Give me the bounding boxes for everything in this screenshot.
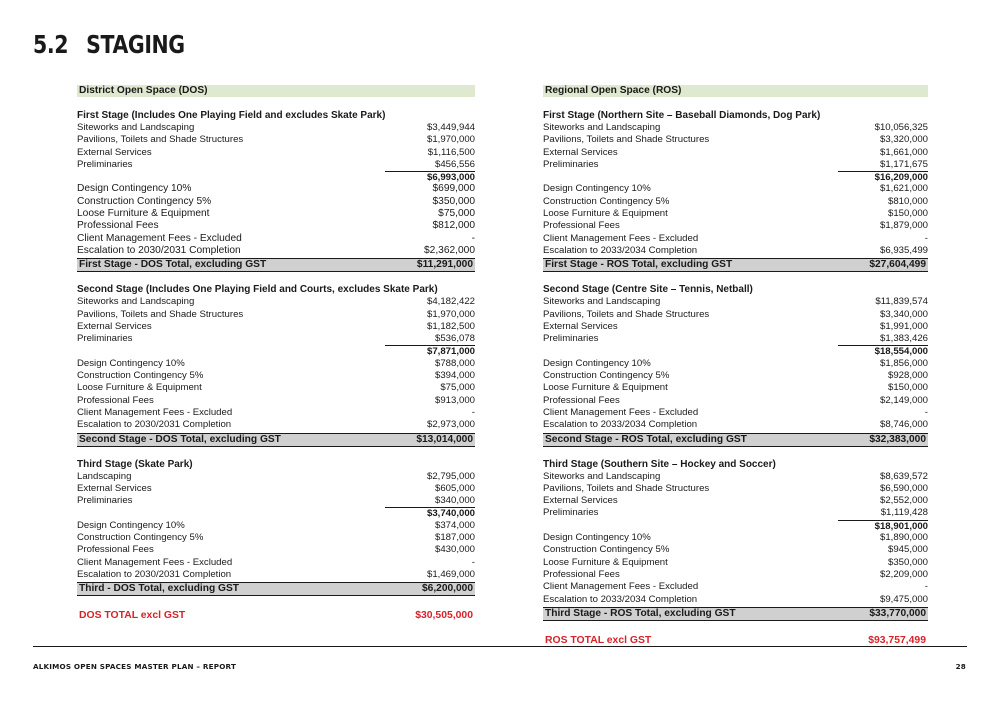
grand-total-label: ROS TOTAL excl GST xyxy=(545,634,652,646)
cost-row xyxy=(543,309,928,321)
stage-total-row xyxy=(543,258,928,272)
section-number: 5.2 xyxy=(33,30,69,59)
cost-row xyxy=(543,507,928,519)
fee-row xyxy=(77,544,475,556)
fee-row xyxy=(543,370,928,382)
cost-row xyxy=(543,321,928,333)
cost-value: $1,991,000 xyxy=(879,320,928,332)
fee-row xyxy=(77,569,475,581)
cost-label: Preliminaries xyxy=(543,507,599,519)
footer-page-number: 28 xyxy=(955,662,966,671)
fee-label: Construction Contingency 5% xyxy=(77,195,212,207)
cost-value: $2,795,000 xyxy=(426,470,475,482)
fee-label: Loose Furniture & Equipment xyxy=(543,556,668,568)
dos-cost-table xyxy=(77,85,475,621)
fee-label: Design Contingency 10% xyxy=(543,357,651,369)
section-title: STAGING xyxy=(86,30,185,59)
fee-value: $75,000 xyxy=(438,208,475,220)
fee-label: Professional Fees xyxy=(77,220,159,232)
ros-grand-total xyxy=(543,635,928,646)
cost-row xyxy=(77,321,475,333)
cost-label: Preliminaries xyxy=(543,158,599,170)
cost-row xyxy=(543,471,928,483)
fee-label: Client Management Fees - Excluded xyxy=(543,406,699,418)
fee-row xyxy=(77,557,475,569)
fee-row xyxy=(543,407,928,419)
cost-value: $1,970,000 xyxy=(426,308,475,320)
stage-title: Second Stage (Includes One Playing Field and Courts, excludes Skate Park) xyxy=(77,284,438,296)
stage-total-value: $27,604,499 xyxy=(869,259,926,271)
fee-value: $9,475,000 xyxy=(879,593,928,605)
fee-label: Professional Fees xyxy=(77,394,154,406)
fee-value: $187,000 xyxy=(434,532,475,544)
cost-row xyxy=(77,471,475,483)
fee-row xyxy=(77,370,475,382)
fee-value: $374,000 xyxy=(434,519,475,531)
stage-total-row xyxy=(543,607,928,621)
subtotal-value: $6,993,000 xyxy=(385,171,475,183)
fee-row xyxy=(543,581,928,593)
cost-label: Pavilions, Toilets and Shade Structures xyxy=(543,482,710,494)
fee-row xyxy=(543,569,928,581)
cost-value: $536,078 xyxy=(434,333,475,345)
fee-row xyxy=(543,208,928,220)
cost-value: $1,182,500 xyxy=(426,320,475,332)
fee-label: Escalation to 2033/2034 Completion xyxy=(543,419,698,431)
grand-total-label: DOS TOTAL excl GST xyxy=(79,610,186,622)
fee-row xyxy=(543,382,928,394)
fee-label: Design Contingency 10% xyxy=(77,519,185,531)
subtotal-row xyxy=(77,345,475,357)
cost-label: External Services xyxy=(77,482,152,494)
cost-row xyxy=(77,309,475,321)
cost-value: $2,552,000 xyxy=(879,495,928,507)
fee-value: $1,469,000 xyxy=(426,568,475,580)
fee-label: Professional Fees xyxy=(77,544,154,556)
stage-total-label: First Stage - DOS Total, excluding GST xyxy=(79,259,267,271)
fee-row xyxy=(77,220,475,232)
cost-label: External Services xyxy=(543,495,618,507)
stage-title: Third Stage (Skate Park) xyxy=(77,458,193,470)
cost-label: Preliminaries xyxy=(77,495,133,507)
fee-value: $1,856,000 xyxy=(879,357,928,369)
fee-label: Escalation to 2030/2031 Completion xyxy=(77,419,232,431)
fee-value: $1,621,000 xyxy=(879,183,928,195)
fee-row xyxy=(77,407,475,419)
footer-divider xyxy=(33,646,967,647)
fee-row xyxy=(77,532,475,544)
fee-label: Construction Contingency 5% xyxy=(543,370,670,382)
fee-label: Professional Fees xyxy=(543,220,620,232)
fee-row xyxy=(543,233,928,245)
fee-value: $945,000 xyxy=(887,544,928,556)
fee-label: Construction Contingency 5% xyxy=(543,195,670,207)
ros-band-title: Regional Open Space (ROS) xyxy=(543,85,928,97)
stage-total-value: $13,014,000 xyxy=(416,433,473,445)
stage-title: First Stage (Northern Site – Baseball Diamonds, Dog Park) xyxy=(543,110,821,121)
cost-value: $1,171,675 xyxy=(879,158,928,170)
spacer xyxy=(543,272,928,284)
fee-row xyxy=(77,245,475,257)
fee-row xyxy=(543,196,928,208)
fee-row xyxy=(77,208,475,220)
stage-total-value: $11,291,000 xyxy=(416,259,473,271)
fee-label: Escalation to 2030/2031 Completion xyxy=(77,568,232,580)
fee-value: $1,879,000 xyxy=(879,220,928,232)
cost-row xyxy=(543,483,928,495)
stage-total-row xyxy=(77,258,475,272)
fee-row xyxy=(543,557,928,569)
fee-label: Loose Furniture & Equipment xyxy=(543,382,668,394)
fee-row xyxy=(77,196,475,208)
grand-total-value: $30,505,000 xyxy=(415,610,473,622)
fee-row xyxy=(543,358,928,370)
fee-row xyxy=(543,395,928,407)
fee-row xyxy=(543,220,928,232)
cost-label: External Services xyxy=(543,146,618,158)
cost-row xyxy=(77,122,475,134)
cost-row xyxy=(77,134,475,146)
dos-grand-total xyxy=(77,610,475,621)
fee-value: $1,890,000 xyxy=(879,532,928,544)
fee-row xyxy=(77,233,475,245)
fee-value: $150,000 xyxy=(887,382,928,394)
spacer xyxy=(77,447,475,459)
fee-label: Construction Contingency 5% xyxy=(77,370,204,382)
stage-total-value: $33,770,000 xyxy=(869,607,926,619)
stage-total-row xyxy=(77,582,475,596)
fee-row xyxy=(77,395,475,407)
fee-label: Client Management Fees - Excluded xyxy=(543,232,699,244)
subtotal-value: $18,554,000 xyxy=(838,345,928,357)
cost-label: External Services xyxy=(77,320,152,332)
fee-row xyxy=(543,532,928,544)
stage-title: Second Stage (Centre Site – Tennis, Netball) xyxy=(543,284,753,296)
fee-label: Loose Furniture & Equipment xyxy=(77,208,210,220)
cost-row xyxy=(77,296,475,308)
fee-value: $150,000 xyxy=(887,208,928,220)
fee-value: $812,000 xyxy=(432,220,475,232)
stage-total-row xyxy=(543,433,928,447)
stage-title: Third Stage (Southern Site – Hockey and Soccer) xyxy=(543,458,776,470)
fee-label: Construction Contingency 5% xyxy=(77,532,204,544)
spacer xyxy=(543,447,928,459)
fee-value: $788,000 xyxy=(434,357,475,369)
fee-row xyxy=(77,183,475,195)
fee-row xyxy=(543,245,928,257)
fee-value: $928,000 xyxy=(887,370,928,382)
fee-label: Loose Furniture & Equipment xyxy=(77,382,202,394)
cost-label: Siteworks and Landscaping xyxy=(77,122,195,133)
fee-value: $394,000 xyxy=(434,370,475,382)
cost-value: $1,116,500 xyxy=(427,146,475,158)
cost-row xyxy=(77,159,475,171)
stage-total-label: First Stage - ROS Total, excluding GST xyxy=(545,259,733,271)
subtotal-value: $16,209,000 xyxy=(838,171,928,183)
fee-value: $913,000 xyxy=(434,394,475,406)
stage-total-value: $6,200,000 xyxy=(422,583,473,595)
fee-value: $8,746,000 xyxy=(879,419,928,431)
fee-value: - xyxy=(471,406,475,418)
fee-value: $2,209,000 xyxy=(879,568,928,580)
subtotal-row xyxy=(543,171,928,183)
cost-label: Pavilions, Toilets and Shade Structures xyxy=(77,308,244,320)
footer-report-title: ALKIMOS OPEN SPACES MASTER PLAN – REPORT xyxy=(33,662,237,671)
fee-row xyxy=(543,419,928,431)
fee-row xyxy=(77,358,475,370)
cost-value: $3,449,944 xyxy=(426,122,475,133)
fee-value: $699,000 xyxy=(432,183,475,195)
cost-value: $1,383,426 xyxy=(879,333,928,345)
fee-value: $6,935,499 xyxy=(879,244,928,256)
cost-label: Pavilions, Toilets and Shade Structures xyxy=(77,134,244,146)
cost-value: $456,556 xyxy=(434,158,475,170)
fee-value: - xyxy=(471,556,475,568)
subtotal-value: $3,740,000 xyxy=(385,507,475,519)
fee-label: Escalation to 2030/2031 Completion xyxy=(77,244,241,256)
cost-value: $11,839,574 xyxy=(875,296,928,308)
cost-value: $340,000 xyxy=(434,495,475,507)
dos-band-title: District Open Space (DOS) xyxy=(77,85,475,97)
fee-value: - xyxy=(924,406,928,418)
fee-value: - xyxy=(471,232,475,244)
cost-value: $10,056,325 xyxy=(874,122,928,133)
cost-value: $605,000 xyxy=(434,482,475,494)
fee-value: $2,362,000 xyxy=(424,244,475,256)
cost-row xyxy=(543,122,928,134)
cost-label: Landscaping xyxy=(77,470,132,482)
cost-label: Preliminaries xyxy=(543,333,599,345)
cost-row xyxy=(543,333,928,345)
cost-label: Preliminaries xyxy=(77,333,133,345)
stage-total-label: Second Stage - DOS Total, excluding GST xyxy=(79,433,281,445)
cost-label: Pavilions, Toilets and Shade Structures xyxy=(543,134,710,146)
fee-label: Client Management Fees - Excluded xyxy=(543,581,699,593)
fee-value: $2,973,000 xyxy=(426,419,475,431)
cost-label: Siteworks and Landscaping xyxy=(543,470,661,482)
fee-value: - xyxy=(924,581,928,593)
cost-label: Siteworks and Landscaping xyxy=(543,122,661,133)
fee-row xyxy=(543,594,928,606)
fee-row xyxy=(543,183,928,195)
fee-value: $2,149,000 xyxy=(879,394,928,406)
cost-row xyxy=(543,147,928,159)
cost-row xyxy=(77,147,475,159)
fee-label: Design Contingency 10% xyxy=(543,183,651,195)
cost-value: $1,661,000 xyxy=(879,146,928,158)
cost-label: Preliminaries xyxy=(77,158,133,170)
cost-row xyxy=(543,495,928,507)
fee-label: Escalation to 2033/2034 Completion xyxy=(543,593,698,605)
spacer xyxy=(77,272,475,284)
fee-row xyxy=(77,382,475,394)
cost-row xyxy=(543,134,928,146)
cost-row xyxy=(77,333,475,345)
fee-label: Design Contingency 10% xyxy=(77,183,192,195)
cost-value: $4,182,422 xyxy=(426,296,475,308)
ros-cost-table xyxy=(543,85,928,646)
fee-value: $350,000 xyxy=(887,556,928,568)
fee-value: $810,000 xyxy=(887,195,928,207)
fee-label: Professional Fees xyxy=(543,568,620,580)
subtotal-row xyxy=(543,520,928,532)
fee-label: Client Management Fees - Excluded xyxy=(77,406,233,418)
cost-value: $1,119,428 xyxy=(880,507,928,519)
subtotal-row xyxy=(77,507,475,519)
fee-label: Client Management Fees - Excluded xyxy=(77,556,233,568)
stage-total-label: Second Stage - ROS Total, excluding GST xyxy=(545,433,747,445)
cost-label: External Services xyxy=(77,146,152,158)
fee-label: Design Contingency 10% xyxy=(543,532,651,544)
stage-title: First Stage (Includes One Playing Field and excludes Skate Park) xyxy=(77,110,386,121)
subtotal-value: $7,871,000 xyxy=(385,345,475,357)
cost-value: $1,970,000 xyxy=(426,134,475,146)
fee-label: Loose Furniture & Equipment xyxy=(543,208,668,220)
subtotal-row xyxy=(543,345,928,357)
cost-label: Siteworks and Landscaping xyxy=(77,296,195,308)
cost-label: Pavilions, Toilets and Shade Structures xyxy=(543,308,710,320)
page-title xyxy=(33,30,185,59)
fee-value: $430,000 xyxy=(434,544,475,556)
stage-total-row xyxy=(77,433,475,447)
cost-label: Siteworks and Landscaping xyxy=(543,296,661,308)
fee-value: $350,000 xyxy=(432,195,475,207)
fee-row xyxy=(77,419,475,431)
cost-value: $3,320,000 xyxy=(879,134,928,146)
fee-label: Client Management Fees - Excluded xyxy=(77,232,242,244)
grand-total-value: $93,757,499 xyxy=(868,634,926,646)
stage-total-label: Third - DOS Total, excluding GST xyxy=(79,583,239,595)
fee-label: Design Contingency 10% xyxy=(77,357,185,369)
fee-label: Construction Contingency 5% xyxy=(543,544,670,556)
cost-value: $6,590,000 xyxy=(879,482,928,494)
fee-row xyxy=(543,544,928,556)
fee-value: - xyxy=(924,232,928,244)
stage-total-value: $32,383,000 xyxy=(869,433,926,445)
cost-row xyxy=(543,296,928,308)
fee-row xyxy=(77,520,475,532)
cost-value: $8,639,572 xyxy=(879,470,928,482)
fee-label: Professional Fees xyxy=(543,394,620,406)
stage-total-label: Third Stage - ROS Total, excluding GST xyxy=(545,607,736,619)
cost-row xyxy=(543,159,928,171)
fee-label: Escalation to 2033/2034 Completion xyxy=(543,244,698,256)
cost-value: $3,340,000 xyxy=(879,308,928,320)
fee-value: $75,000 xyxy=(440,382,475,394)
cost-row xyxy=(77,483,475,495)
subtotal-row xyxy=(77,171,475,183)
subtotal-value: $18,901,000 xyxy=(838,520,928,532)
cost-row xyxy=(77,495,475,507)
cost-label: External Services xyxy=(543,320,618,332)
